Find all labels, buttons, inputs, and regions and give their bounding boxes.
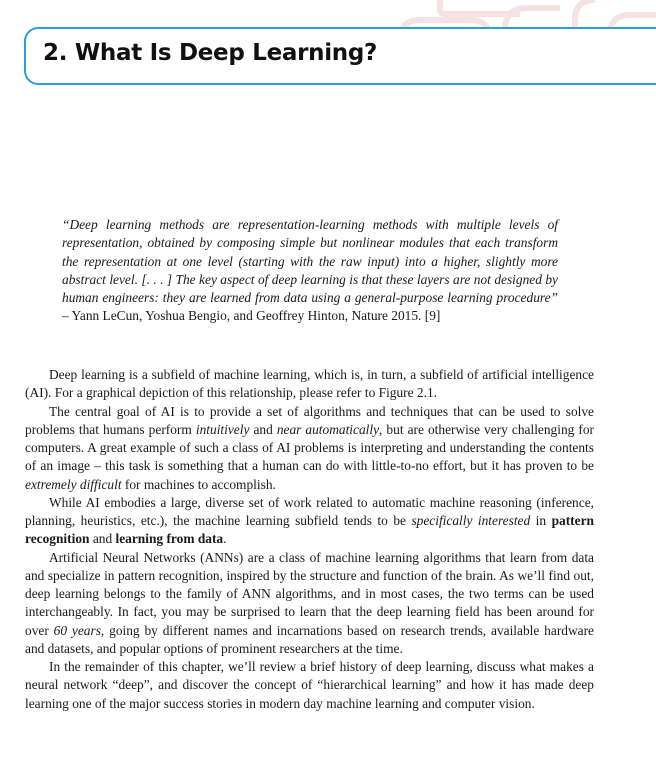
paragraph-2-text-a: The central goal of AI is to provide a set of algorithms and techniques that can be used to solve problems that humans perform bbox=[25, 403, 594, 437]
paragraph-4 bbox=[25, 549, 594, 659]
paragraph-2-emphasis-1: intuitively bbox=[195, 421, 250, 437]
paragraph-2-text-d: for machines to accomplish. bbox=[121, 476, 276, 492]
paragraph-3-text-c: and bbox=[89, 531, 116, 547]
paragraph-5: In the remainder of this chapter, we’ll review a brief history of deep learning, discuss what makes a neural network “deep”, and discover the concept of “hierarchical learning” and how it has made deep learning one of the major success stories in modern day machine learning and computer vision. bbox=[25, 659, 594, 711]
paragraph-2 bbox=[25, 403, 594, 494]
chapter-title: 2. What Is Deep Learning? bbox=[43, 40, 378, 66]
epigraph bbox=[62, 216, 558, 326]
paragraph-4-text-b: , going by different names and incarnations based on research trends, available hardware and datasets, and popular options of prominent researchers at the time. bbox=[25, 622, 594, 656]
paragraph-2-text-b: and bbox=[249, 421, 277, 437]
paragraph-3-text-a: While AI embodies a large, diverse set of work related to automatic machine reasoning (inference, planning, heuristics, etc.), the machine learning subfield tends to be bbox=[25, 494, 594, 528]
paragraph-3-text-b: in bbox=[530, 513, 552, 528]
paragraph-3-emphasis-1: specifically interested bbox=[411, 513, 531, 528]
paragraph-1: Deep learning is a subfield of machine learning, which is, in turn, a subfield of artificial intelligence (AI). For a graphical depiction of this relationship, please refer to Figure 2.1. bbox=[25, 367, 594, 401]
paragraph-2-emphasis-2: near automatically bbox=[276, 421, 380, 437]
epigraph-quote: “Deep learning methods are representation-learning methods with multiple levels of representation, obtained by composing simple but nonlinear modules that each transform the representation at one level (starting with the raw input) into a higher, slightly more abstract level. [. . . ] The key aspect of deep learning is that these layers are not designed by human engineers: they are learned from data using a general-purpose learning procedure” bbox=[62, 217, 558, 306]
epigraph-attribution: – Yann LeCun, Yoshua Bengio, and Geoffrey Hinton, Nature 2015. [9] bbox=[62, 308, 441, 324]
paragraph-2-text-c: , but are otherwise very challenging for computers. A great example of such a class of AI problems is interpreting and understanding the contents of an image – this task is something that a human can do with little-to-no effort, but it has proven to be bbox=[25, 421, 595, 474]
paragraph-3-text-d: . bbox=[223, 531, 227, 547]
body-text bbox=[25, 366, 594, 713]
paragraph-3 bbox=[25, 494, 594, 549]
paragraph-3-strong-1: pattern recognition bbox=[25, 513, 594, 547]
paragraph-3-strong-2: learning from data bbox=[115, 531, 224, 547]
paragraph-2-emphasis-3: extremely difficult bbox=[25, 476, 122, 492]
paragraph-4-emphasis-1: 60 years bbox=[53, 622, 101, 638]
paragraph-4-text-a: Artificial Neural Networks (ANNs) are a class of machine learning algorithms that learn from data and specialize in pattern recognition, inspired by the structure and function of the brain. As we’ll find out, deep learning belongs to the family of ANN algorithms, and in most cases, the two terms can be used interchangeably. In fact, you may be surprised to learn that the deep learning field has been around for over bbox=[25, 549, 594, 638]
